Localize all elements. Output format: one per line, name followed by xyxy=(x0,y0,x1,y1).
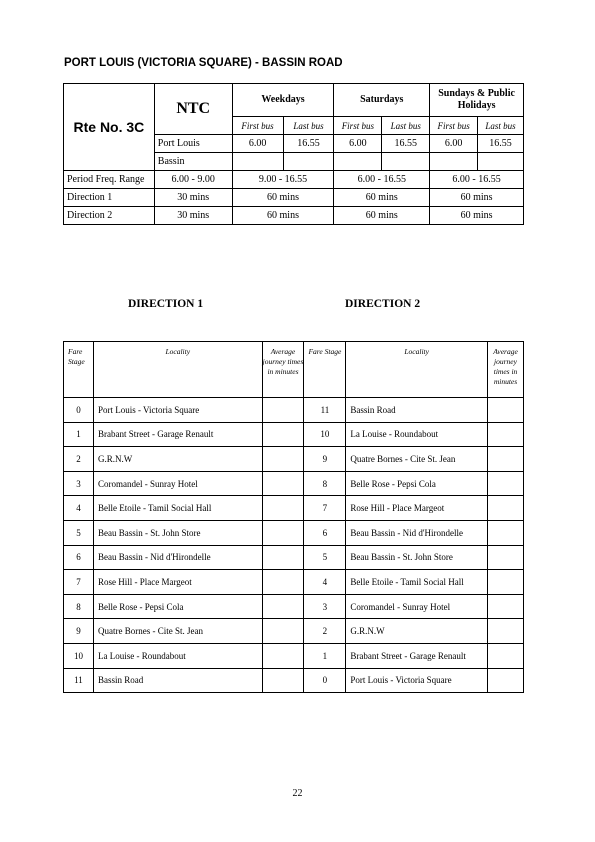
d1-locality: La Louise - Roundabout xyxy=(93,643,262,668)
d1-fare-stage: 4 xyxy=(64,496,94,521)
d2-avg-time xyxy=(488,545,524,570)
time-cell: 6.00 xyxy=(430,135,478,153)
last-bus-header: Last bus xyxy=(283,117,334,135)
time-cell xyxy=(283,153,334,171)
d2-locality: Quatre Bornes - Cite St. Jean xyxy=(346,447,488,472)
weekdays-value: 9.00 - 16.55 xyxy=(232,171,334,189)
time-cell xyxy=(382,153,430,171)
time-cell xyxy=(478,153,524,171)
row-label: Direction 2 xyxy=(64,207,155,225)
d1-fare-stage: 8 xyxy=(64,594,94,619)
fare-row xyxy=(64,619,524,644)
d1-locality: Rose Hill - Place Margeot xyxy=(93,570,262,595)
operator-name: NTC xyxy=(154,84,232,135)
d1-fare-stage: 10 xyxy=(64,643,94,668)
time-cell xyxy=(232,153,283,171)
origin-name: Bassin xyxy=(154,153,232,171)
fare-row xyxy=(64,570,524,595)
d2-fare-stage: 2 xyxy=(304,619,346,644)
d2-fare-stage: 3 xyxy=(304,594,346,619)
d1-fare-stage: 2 xyxy=(64,447,94,472)
d2-avg-time xyxy=(488,668,524,693)
d1-avg-time xyxy=(262,398,304,423)
d2-locality: Beau Bassin - Nid d'Hirondelle xyxy=(346,520,488,545)
weekdays-value: 60 mins xyxy=(232,207,334,225)
group-saturdays: Saturdays xyxy=(334,84,430,117)
d2-avg-time xyxy=(488,619,524,644)
d1-fare-stage: 9 xyxy=(64,619,94,644)
d1-locality: Belle Etoile - Tamil Social Hall xyxy=(93,496,262,521)
d1-avg-time xyxy=(262,520,304,545)
d2-locality: Belle Etoile - Tamil Social Hall xyxy=(346,570,488,595)
fare-row xyxy=(64,520,524,545)
d2-avg-time xyxy=(488,447,524,472)
d2-locality: Rose Hill - Place Margeot xyxy=(346,496,488,521)
direction-2-heading: DIRECTION 2 xyxy=(345,298,421,310)
fare-header-row xyxy=(64,342,524,398)
time-cell: 16.55 xyxy=(283,135,334,153)
d1-fare-stage: 0 xyxy=(64,398,94,423)
d1-locality: Beau Bassin - St. John Store xyxy=(93,520,262,545)
schedule-table xyxy=(63,83,524,225)
d2-locality: G.R.N.W xyxy=(346,619,488,644)
d1-fare-stage: 6 xyxy=(64,545,94,570)
fare-row xyxy=(64,447,524,472)
route-number: Rte No. 3C xyxy=(64,84,155,171)
last-bus-header: Last bus xyxy=(382,117,430,135)
d2-fare-stage: 8 xyxy=(304,471,346,496)
d1-avg-time xyxy=(262,619,304,644)
fare-row xyxy=(64,422,524,447)
d2-fare-stage: 0 xyxy=(304,668,346,693)
row-label: Direction 1 xyxy=(64,189,155,207)
d2-fare-stage: 4 xyxy=(304,570,346,595)
d2-fare-stage: 6 xyxy=(304,520,346,545)
d1-avg-time xyxy=(262,594,304,619)
time-cell: 6.00 xyxy=(232,135,283,153)
row-label: Period Freq. Range xyxy=(64,171,155,189)
d1-locality: Bassin Road xyxy=(93,668,262,693)
d2-fare-stage: 9 xyxy=(304,447,346,472)
d1-fare-stage: 5 xyxy=(64,520,94,545)
last-bus-header: Last bus xyxy=(478,117,524,135)
d2-avg-time xyxy=(488,398,524,423)
saturdays-value: 6.00 - 16.55 xyxy=(334,171,430,189)
d1-avg-time xyxy=(262,643,304,668)
saturdays-value: 60 mins xyxy=(334,207,430,225)
fare-row xyxy=(64,668,524,693)
time-cell xyxy=(430,153,478,171)
frequency-row xyxy=(64,189,524,207)
d1-locality: Coromandel - Sunray Hotel xyxy=(93,471,262,496)
d2-fare-stage: 7 xyxy=(304,496,346,521)
avg-time-header: Average journey times in minutes xyxy=(262,342,304,398)
ntc-value: 30 mins xyxy=(154,207,232,225)
d2-locality: Beau Bassin - St. John Store xyxy=(346,545,488,570)
d2-locality: Port Louis - Victoria Square xyxy=(346,668,488,693)
d2-fare-stage: 5 xyxy=(304,545,346,570)
d1-locality: G.R.N.W xyxy=(93,447,262,472)
d2-avg-time xyxy=(488,422,524,447)
d1-fare-stage: 11 xyxy=(64,668,94,693)
fare-row xyxy=(64,398,524,423)
sundays-value: 6.00 - 16.55 xyxy=(430,171,524,189)
first-bus-header: First bus xyxy=(334,117,382,135)
d1-avg-time xyxy=(262,570,304,595)
d2-avg-time xyxy=(488,520,524,545)
d2-locality: Belle Rose - Pepsi Cola xyxy=(346,471,488,496)
ntc-value: 6.00 - 9.00 xyxy=(154,171,232,189)
weekdays-value: 60 mins xyxy=(232,189,334,207)
d1-fare-stage: 1 xyxy=(64,422,94,447)
frequency-row xyxy=(64,207,524,225)
d1-avg-time xyxy=(262,545,304,570)
d1-fare-stage: 3 xyxy=(64,471,94,496)
time-cell xyxy=(334,153,382,171)
d1-avg-time xyxy=(262,471,304,496)
d2-locality: Coromandel - Sunray Hotel xyxy=(346,594,488,619)
d2-fare-stage: 10 xyxy=(304,422,346,447)
d2-avg-time xyxy=(488,570,524,595)
locality-header: Locality xyxy=(93,342,262,398)
d1-locality: Beau Bassin - Nid d'Hirondelle xyxy=(93,545,262,570)
fare-row xyxy=(64,471,524,496)
ntc-value: 30 mins xyxy=(154,189,232,207)
sundays-value: 60 mins xyxy=(430,207,524,225)
d2-fare-stage: 11 xyxy=(304,398,346,423)
frequency-row xyxy=(64,171,524,189)
d1-locality: Brabant Street - Garage Renault xyxy=(93,422,262,447)
d1-locality: Belle Rose - Pepsi Cola xyxy=(93,594,262,619)
first-bus-header: First bus xyxy=(430,117,478,135)
fare-row xyxy=(64,545,524,570)
d1-avg-time xyxy=(262,668,304,693)
d1-avg-time xyxy=(262,447,304,472)
d2-locality: Bassin Road xyxy=(346,398,488,423)
fare-stage-header: Fare Stage xyxy=(304,342,346,398)
time-cell: 16.55 xyxy=(382,135,430,153)
first-bus-header: First bus xyxy=(232,117,283,135)
d1-avg-time xyxy=(262,422,304,447)
d2-avg-time xyxy=(488,643,524,668)
fare-stage-header: Fare Stage xyxy=(64,342,94,398)
d1-avg-time xyxy=(262,496,304,521)
d1-fare-stage: 7 xyxy=(64,570,94,595)
d2-avg-time xyxy=(488,471,524,496)
fare-row xyxy=(64,594,524,619)
locality-header: Locality xyxy=(346,342,488,398)
fare-stage-table xyxy=(63,341,524,693)
d2-fare-stage: 1 xyxy=(304,643,346,668)
time-cell: 16.55 xyxy=(478,135,524,153)
time-cell: 6.00 xyxy=(334,135,382,153)
direction-1-heading: DIRECTION 1 xyxy=(128,298,204,310)
fare-row xyxy=(64,496,524,521)
d2-avg-time xyxy=(488,496,524,521)
d2-locality: Brabant Street - Garage Renault xyxy=(346,643,488,668)
d2-locality: La Louise - Roundabout xyxy=(346,422,488,447)
group-weekdays: Weekdays xyxy=(232,84,334,117)
page-number: 22 xyxy=(292,788,303,799)
d1-locality: Port Louis - Victoria Square xyxy=(93,398,262,423)
d1-locality: Quatre Bornes - Cite St. Jean xyxy=(93,619,262,644)
sundays-value: 60 mins xyxy=(430,189,524,207)
page-title: PORT LOUIS (VICTORIA SQUARE) - BASSIN ROAD xyxy=(64,57,343,69)
d2-avg-time xyxy=(488,594,524,619)
group-sundays: Sundays & Public Holidays xyxy=(430,84,524,117)
fare-row xyxy=(64,643,524,668)
saturdays-value: 60 mins xyxy=(334,189,430,207)
origin-name: Port Louis xyxy=(154,135,232,153)
avg-time-header: Average journey times in minutes xyxy=(488,342,524,398)
